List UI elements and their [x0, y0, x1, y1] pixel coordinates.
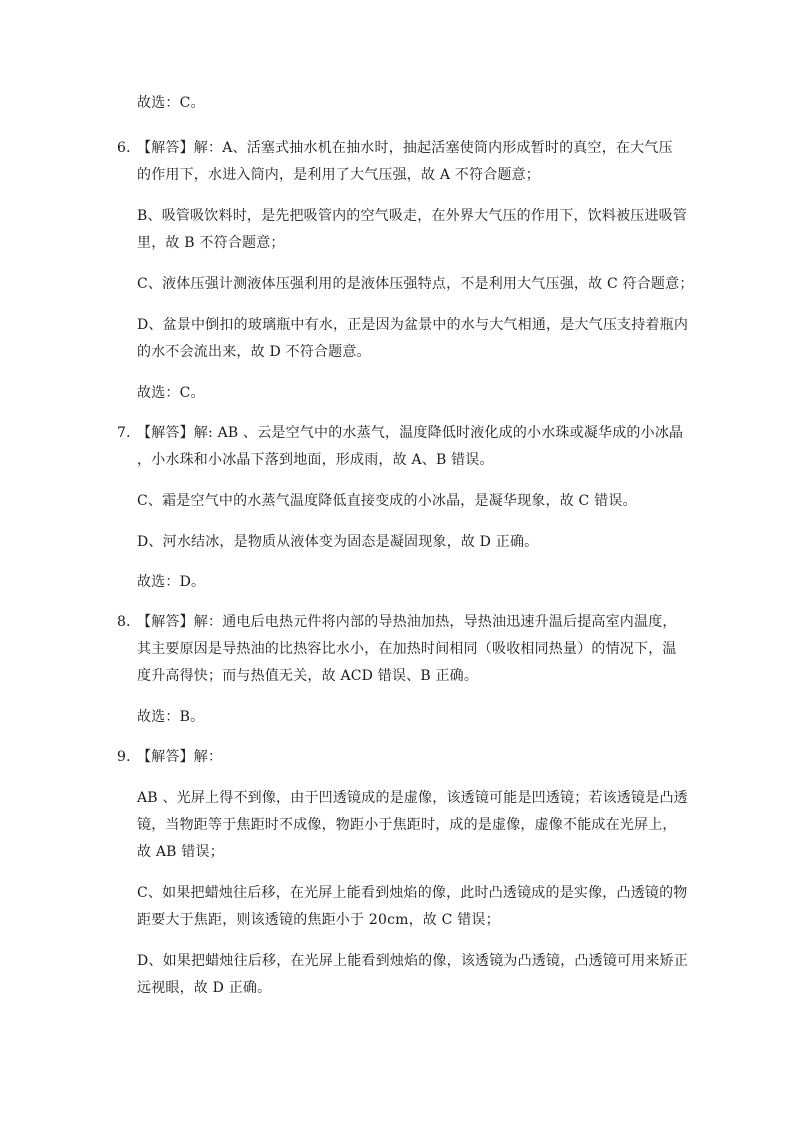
q9-c-line2: 距要大于焦距，则该透镜的焦距小于 20cm，故 C 错误；	[137, 912, 500, 928]
q9-d-line2: 远视眼，故 D 正确。	[137, 980, 272, 996]
q6-number: 6．	[117, 140, 141, 156]
q6-d-line2: 的水不会流出来，故 D 不符合题意。	[137, 344, 371, 360]
q7-number: 7．	[117, 425, 141, 441]
q6-b-line1: B、吸管吸饮料时，是先把吸管内的空气吸走，在外界大气压的作用下，饮料被压进吸管	[137, 208, 688, 224]
q6-line2: 的作用下，水进入筒内，是利用了大气压强，故 A 不符合题意；	[137, 167, 541, 183]
q5-answer: 故选：C。	[137, 95, 205, 111]
q6-answer: 故选：C。	[137, 385, 205, 401]
q9-first-line	[117, 748, 222, 766]
q7-answer: 故选：D。	[137, 574, 206, 590]
q9-number: 9．	[117, 749, 141, 765]
q8-line1: 【解答】解：通电后电热元件将内部的导热油加热，导热油迅速升温后提高室内温度，	[137, 614, 677, 630]
q8-line2: 其主要原因是导热油的比热容比水小，在加热时间相同（吸收相同热量）的情况下，温	[137, 641, 677, 657]
q8-answer: 故选：B。	[137, 709, 205, 725]
q6-first-line	[117, 139, 673, 157]
q7-line2: ，小水珠和小冰晶下落到地面，形成雨，故 A、B 错误。	[137, 452, 494, 468]
q7-c-line1: C、霜是空气中的水蒸气温度降低直接变成的小冰晶，是凝华现象，故 C 错误。	[137, 493, 637, 509]
q6-line1: 【解答】解：A、活塞式抽水机在抽水时，抽起活塞使筒内形成暂时的真空，在大气压	[137, 140, 673, 156]
q9-line1: 【解答】解：	[137, 749, 223, 765]
q9-ab-line3: 故 AB 错误；	[137, 844, 224, 860]
q6-b-line2: 里，故 B 不符合题意；	[137, 235, 285, 251]
q8-number: 8．	[117, 614, 141, 630]
q9-d-line1: D、如果把蜡烛往后移，在光屏上能看到烛焰的像，该透镜为凸透镜，凸透镜可用来矫正	[137, 953, 689, 969]
q6-c-line1: C、液体压强计测液体压强利用的是液体压强特点，不是利用大气压强，故 C 符合题意；	[137, 276, 694, 292]
q7-d-line1: D、河水结冰，是物质从液体变为固态是凝固现象，故 D 正确。	[137, 534, 539, 550]
q8-first-line	[117, 613, 677, 631]
q7-first-line	[117, 424, 683, 442]
q8-line3: 度升高得快；而与热值无关，故 ACD 错误、B 正确。	[137, 668, 479, 684]
q9-ab-line2: 镜，当物距等于焦距时不成像，物距小于焦距时，成的是虚像，虚像不能成在光屏上，	[137, 817, 677, 833]
q9-ab-line1: AB 、光屏上得不到像，由于凹透镜成的是虚像，该透镜可能是凹透镜；若该透镜是凸透	[137, 790, 688, 806]
q6-d-line1: D、盆景中倒扣的玻璃瓶中有水，正是因为盆景中的水与大气相通，是大气压支持着瓶内	[137, 317, 689, 333]
q7-line1: 【解答】解: AB 、云是空气中的水蒸气，温度降低时液化成的小水珠或凝华成的小冰晶	[137, 425, 684, 441]
q9-c-line1: C、如果把蜡烛往后移，在光屏上能看到烛焰的像，此时凸透镜成的是实像，凸透镜的物	[137, 885, 688, 901]
